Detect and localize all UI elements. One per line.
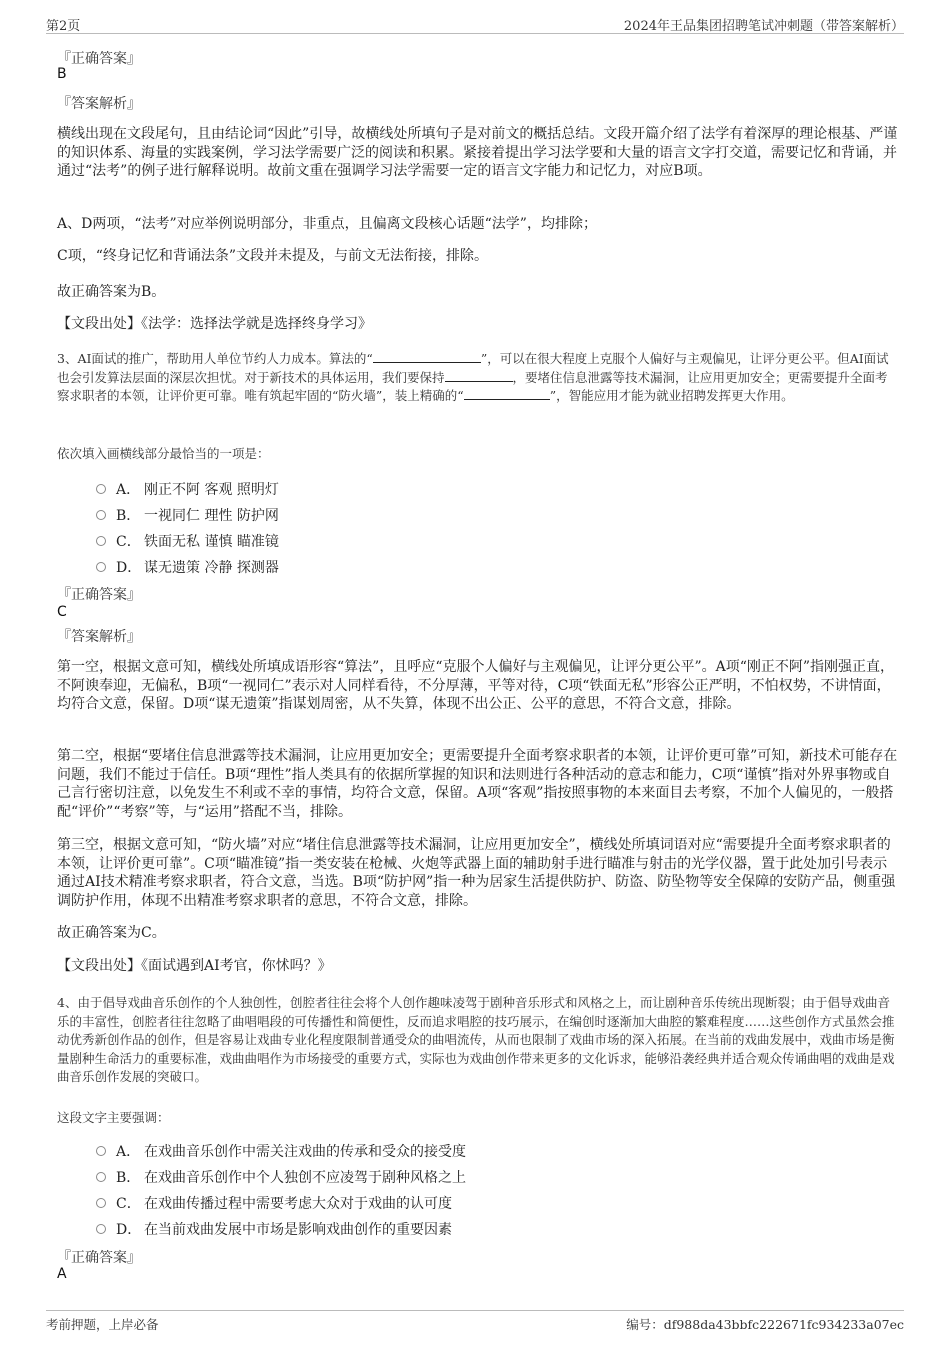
radio-icon[interactable] bbox=[96, 484, 106, 494]
analysis-paragraph: C项，“终身记忆和背诵法条”文段并未提及，与前文无法衔接，排除。 bbox=[57, 248, 489, 264]
analysis-paragraph: 第二空，根据“要堵住信息泄露等技术漏洞，让应用更加安全；更需要提升全面考察求职者的本领，让评价更可靠”可知，新技术可能存在问题，我们不能过于信任。B项“理性”指人类具有的依据所掌握的知识和法则进行各种活动的意志和能力，C项“谨慎”指对外界事物或自己言行密切注意，以免发生不利或不幸的事情，均符合文意，保留。A项“客观”指按照事物的本来面目去考察，不加个人偏见的，一般搭配“评价”“考察”等，与“运用”搭配不当，排除。 bbox=[57, 748, 898, 820]
option-key: D． bbox=[116, 560, 142, 576]
radio-icon[interactable] bbox=[96, 510, 106, 520]
analysis-paragraph: 第三空，根据文意可知，“防火墙”对应“堵住信息泄露等技术漏洞，让应用更加安全”，横线处所填词语对应“需要提升全面考察求职者的本领，让评价更可靠”。C项“瞄准镜”指一类安装在枪械、火炮等武器上面的辅助射手进行瞄准与射击的光学仪器，置于此处加引号表示通过AI技术精准考察求职者，符合文意，当选。B项“防护网”指一种为居家生活提供防护、防盗、防坠物等安全保障的安防产品，侧重强调防护作用，体现不出精准考察求职者的意思，不符合文意，排除。 bbox=[57, 837, 896, 909]
answer-value: C bbox=[57, 604, 67, 620]
document-title: 2024年王品集团招聘笔试冲刺题（带答案解析） bbox=[623, 19, 904, 34]
answer-value: B bbox=[57, 66, 67, 82]
option-key: A． bbox=[116, 1144, 141, 1160]
answer-label: 『正确答案』 bbox=[57, 1250, 141, 1266]
analysis-paragraph: A、D两项，“法考”对应举例说明部分，非重点，且偏离文段核心话题“法学”，均排除； bbox=[57, 216, 597, 232]
answer-label: 『正确答案』 bbox=[57, 587, 141, 603]
question-prompt: 依次填入画横线部分最恰当的一项是： bbox=[57, 446, 270, 461]
option-key: C． bbox=[116, 1196, 141, 1212]
option-key: A． bbox=[116, 482, 141, 498]
option-key: C． bbox=[116, 534, 141, 550]
answer-label: 『正确答案』 bbox=[57, 51, 141, 67]
analysis-conclusion: 故正确答案为B。 bbox=[57, 284, 166, 300]
question-stem: 4、由于倡导戏曲音乐创作的个人独创性，创腔者往往会将个人创作趣味凌驾于剧种音乐形式和风格之上，而让剧种音乐传统出现断裂；由于倡导戏曲音乐的丰富性，创腔者往往忽略了曲唱唱段的可传播性和简便性，反而追求唱腔的技巧展示，在编创时逐渐加大曲腔的繁难程度……这些创作方式虽然会推动优秀新创作品的创作，但是容易让戏曲专业化程度限制普通受众的曲唱流传，从而也限制了戏曲市场的深入拓展。在当前的戏曲发展中，戏曲市场是衡量剧种生命活力的重要标准，戏曲曲唱作为市场接受的重要方式，实际也为戏曲创作带来更多的文化诉求，能够沿袭经典并适合观众传诵曲唱的戏曲是戏曲音乐创作发展的突破口。 bbox=[57, 995, 895, 1084]
option-key: B． bbox=[116, 1170, 141, 1186]
page-number: 第2页 bbox=[46, 19, 81, 34]
fill-blank bbox=[373, 350, 481, 363]
option-text: 谋无遗策 冷静 探测器 bbox=[144, 560, 279, 576]
page-footer bbox=[46, 1310, 904, 1332]
option-text: 铁面无私 谨慎 瞄准镜 bbox=[144, 534, 279, 550]
radio-icon[interactable] bbox=[96, 536, 106, 546]
analysis-paragraph: 横线出现在文段尾句，且由结论词“因此”引导，故横线处所填句子是对前文的概括总结。文段开篇介绍了法学有着深厚的理论根基、严谨的知识体系、海量的实践案例，学习法学需要广泛的阅读和积累。紧接着提出学习法学要和大量的语言文字打交道，需要记忆和背诵，并通过“法考”的例子进行解释说明。故前文重在强调学习法学需要一定的语言文字能力和记忆力，对应B项。 bbox=[57, 126, 898, 179]
footer-slogan: 考前押题，上岸必备 bbox=[46, 1317, 159, 1332]
radio-icon[interactable] bbox=[96, 562, 106, 572]
fill-blank bbox=[445, 369, 513, 382]
answer-value: A bbox=[57, 1266, 67, 1282]
question-prompt: 这段文字主要强调： bbox=[57, 1110, 170, 1125]
passage-source: 【文段出处】《面试遇到AI考官，你怵吗？》 bbox=[57, 958, 332, 974]
question-stem: 3、AI面试的推广，帮助用人单位节约人力成本。算法的“ ”，可以在很大程度上克服个人偏好与主观偏见，让评分更公平。但AI面试也会引发算法层面的深层次担忧。对于新技术的具体运用，我们要保持 ，要堵住信息泄露等技术漏洞，让应用更加安全；更需要提升全面考察求职者的本领，让评价更可靠。唯有筑起牢固的“防火墙”，装上精确的“ ”，智能应用才能为就业招聘发挥更大作用。 bbox=[57, 351, 889, 403]
document-serial: 编号：df988da43bbfc222671fc934233a07ec bbox=[626, 1317, 904, 1332]
passage-source: 【文段出处】《法学：选择法学就是选择终身学习》 bbox=[57, 316, 372, 332]
analysis-paragraph: 第一空，根据文意可知，横线处所填成语形容“算法”，且呼应“克服个人偏好与主观偏见，让评分更公平”。A项“刚正不阿”指刚强正直，不阿谀奉迎，无偏私，B项“一视同仁”表示对人同样看待，不分厚薄，平等对待，C项“铁面无私”形容公正严明，不怕权势，不讲情面，均符合文意，保留。D项“谋无遗策”指谋划周密，从不失算，体现不出公正、公平的意思，不符合文意，排除。 bbox=[57, 659, 895, 712]
radio-icon[interactable] bbox=[96, 1172, 106, 1182]
page-header bbox=[46, 13, 904, 34]
option-text: 在戏曲音乐创作中需关注戏曲的传承和受众的接受度 bbox=[144, 1144, 466, 1160]
option-text: 在当前戏曲发展中市场是影响戏曲创作的重要因素 bbox=[144, 1222, 452, 1238]
analysis-conclusion: 故正确答案为C。 bbox=[57, 925, 166, 941]
radio-icon[interactable] bbox=[96, 1198, 106, 1208]
option-key: D． bbox=[116, 1222, 142, 1238]
option-key: B． bbox=[116, 508, 141, 524]
option-b[interactable] bbox=[96, 505, 279, 525]
option-c[interactable] bbox=[96, 1193, 452, 1213]
option-b[interactable] bbox=[96, 1167, 466, 1187]
analysis-label: 『答案解析』 bbox=[57, 629, 141, 645]
option-d[interactable] bbox=[96, 1219, 452, 1239]
analysis-label: 『答案解析』 bbox=[57, 96, 141, 112]
option-a[interactable] bbox=[96, 1141, 466, 1161]
radio-icon[interactable] bbox=[96, 1146, 106, 1156]
fill-blank bbox=[464, 387, 550, 400]
option-text: 在戏曲音乐创作中个人独创不应凌驾于剧种风格之上 bbox=[144, 1170, 466, 1186]
option-c[interactable] bbox=[96, 531, 279, 551]
option-text: 在戏曲传播过程中需要考虑大众对于戏曲的认可度 bbox=[144, 1196, 452, 1212]
option-text: 一视同仁 理性 防护网 bbox=[144, 508, 279, 524]
option-d[interactable] bbox=[96, 557, 279, 577]
option-a[interactable] bbox=[96, 479, 279, 499]
option-text: 刚正不阿 客观 照明灯 bbox=[144, 482, 279, 498]
radio-icon[interactable] bbox=[96, 1224, 106, 1234]
